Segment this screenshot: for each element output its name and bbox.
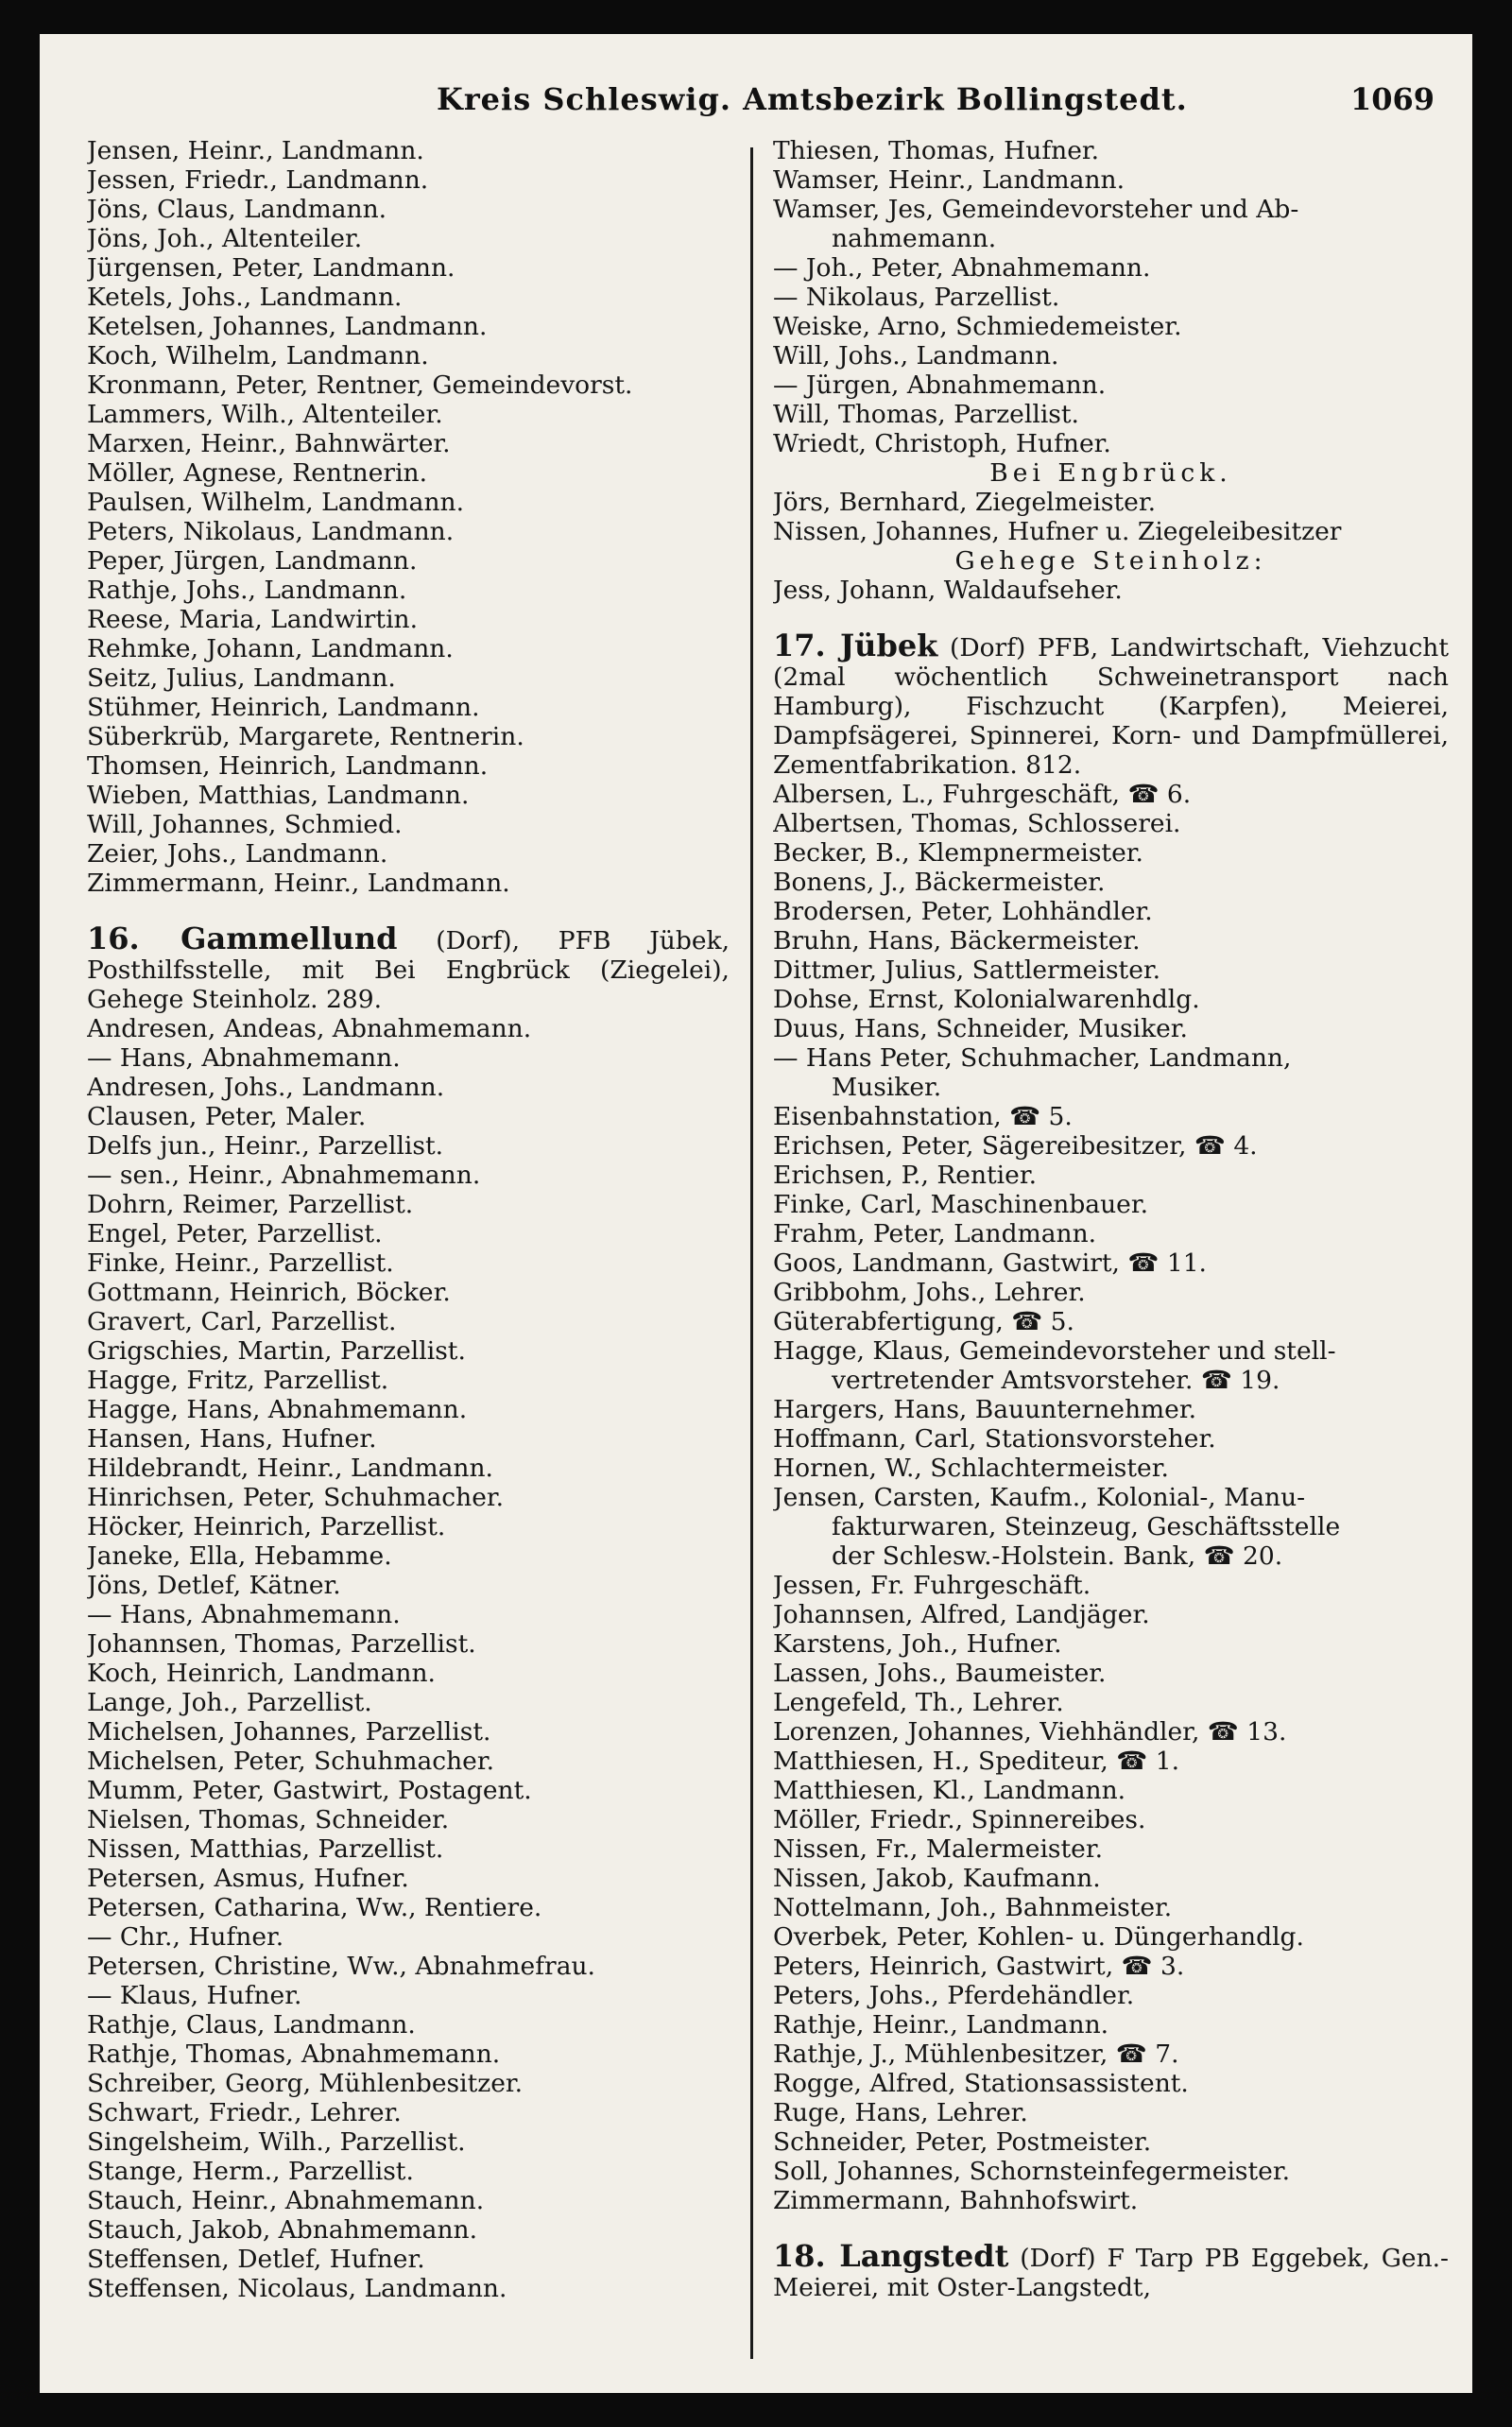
directory-entry: Jürgensen, Peter, Landmann.: [87, 253, 455, 283]
directory-entry: Paulsen, Wilhelm, Landmann.: [87, 488, 465, 517]
sub-locality-heading: Gehege Steinholz:: [954, 546, 1267, 576]
directory-entry: Albersen, L., Fuhrgeschäft, ☎ 6.: [773, 780, 1192, 809]
directory-entry: Stauch, Jakob, Abnahmemann.: [87, 2215, 478, 2245]
directory-entry: Koch, Heinrich, Landmann.: [87, 1659, 436, 1688]
directory-entry: Eisenbahnstation, ☎ 5.: [773, 1102, 1073, 1131]
directory-entry: Dittmer, Julius, Sattlermeister.: [773, 955, 1161, 985]
directory-entry: Zimmermann, Heinr., Landmann.: [87, 869, 510, 898]
sub-locality-heading: Bei Engbrück.: [989, 458, 1232, 488]
directory-entry: Wamser, Jes, Gemeindevorsteher und Ab-: [773, 195, 1299, 224]
directory-entry: Wriedt, Christoph, Hufner.: [773, 429, 1111, 458]
directory-entry: Rehmke, Johann, Landmann.: [87, 634, 454, 663]
directory-entry: — Klaus, Hufner.: [87, 1981, 302, 2010]
directory-entry: Stühmer, Heinrich, Landmann.: [87, 693, 480, 722]
directory-entry: Rathje, Claus, Landmann.: [87, 2010, 416, 2040]
directory-entry: Petersen, Christine, Ww., Abnahmefrau.: [87, 1952, 595, 1981]
directory-entry: Dohse, Ernst, Kolonialwarenhdlg.: [773, 985, 1200, 1014]
directory-entry: Janeke, Ella, Hebamme.: [87, 1541, 392, 1571]
directory-entry: Stauch, Heinr., Abnahmemann.: [87, 2186, 485, 2215]
directory-entry: Zimmermann, Bahnhofswirt.: [773, 2186, 1139, 2215]
running-title: Kreis Schleswig. Amtsbezirk Bollingstedt.: [437, 81, 1188, 117]
directory-entry: Wamser, Heinr., Landmann.: [773, 165, 1125, 195]
entry-continuation: vertretender Amtsvorsteher. ☎ 19.: [832, 1366, 1280, 1395]
locality-heading: 17. Jübek (Dorf) PFB, Landwirtschaft, Viehzucht (2mal wöchentlich Schweinetransport nach Hamburg), Fischzucht (Karpfen), Meierei, Dampfsägerei, Spinnerei, Korn- und Dampfmüllerei, Zementfabrikation. 812.: [773, 628, 1449, 780]
directory-entry: Bonens, J., Bäckermeister.: [773, 868, 1106, 897]
directory-entry: Hagge, Hans, Abnahmemann.: [87, 1395, 468, 1424]
directory-entry: Becker, B., Klempnermeister.: [773, 838, 1143, 868]
directory-entry: Thomsen, Heinrich, Landmann.: [87, 751, 489, 781]
directory-entry: Johannsen, Alfred, Landjäger.: [773, 1600, 1150, 1629]
directory-entry: Zeier, Johs., Landmann.: [87, 839, 388, 869]
directory-entry: Lammers, Wilh., Altenteiler.: [87, 400, 443, 429]
directory-entry: Jöns, Detlef, Kätner.: [87, 1571, 341, 1600]
directory-entry: Goos, Landmann, Gastwirt, ☎ 11.: [773, 1248, 1207, 1278]
locality-name: 16. Gammellund: [87, 921, 398, 956]
directory-entry: Jessen, Friedr., Landmann.: [87, 165, 429, 195]
locality-name: 18. Langstedt: [773, 2238, 1009, 2274]
directory-entry: — Nikolaus, Parzellist.: [773, 283, 1060, 312]
directory-entry: Reese, Maria, Landwirtin.: [87, 605, 419, 634]
directory-entry: Andresen, Johs., Landmann.: [87, 1073, 445, 1102]
directory-entry: Matthiesen, H., Spediteur, ☎ 1.: [773, 1747, 1179, 1776]
directory-entry: Steffensen, Nicolaus, Landmann.: [87, 2274, 507, 2303]
directory-entry: Jensen, Heinr., Landmann.: [87, 136, 424, 165]
directory-entry: Grigschies, Martin, Parzellist.: [87, 1336, 466, 1366]
directory-entry: Süberkrüb, Margarete, Rentnerin.: [87, 722, 524, 751]
directory-entry: Gottmann, Heinrich, Böcker.: [87, 1278, 451, 1307]
directory-entry: Finke, Heinr., Parzellist.: [87, 1248, 394, 1278]
directory-entry: Frahm, Peter, Landmann.: [773, 1219, 1097, 1248]
locality-heading: 18. Langstedt (Dorf) F Tarp PB Eggebek, Gen.-Meierei, mit Oster-Langstedt,: [773, 2238, 1450, 2302]
directory-entry: — Hans, Abnahmemann.: [87, 1043, 401, 1073]
directory-entry: Gravert, Carl, Parzellist.: [87, 1307, 397, 1336]
directory-entry: Will, Thomas, Parzellist.: [773, 400, 1079, 429]
directory-entry: Lassen, Johs., Baumeister.: [773, 1659, 1107, 1688]
directory-entry: Ketels, Johs., Landmann.: [87, 283, 403, 312]
page-header: [40, 79, 1472, 136]
directory-entry: Bruhn, Hans, Bäckermeister.: [773, 926, 1141, 955]
right-column: [773, 136, 1449, 2302]
directory-entry: Rathje, Heinr., Landmann.: [773, 2010, 1109, 2040]
directory-entry: Ketelsen, Johannes, Landmann.: [87, 312, 488, 341]
directory-entry: Nottelmann, Joh., Bahnmeister.: [773, 1893, 1173, 1922]
directory-entry: Schneider, Peter, Postmeister.: [773, 2127, 1152, 2157]
directory-entry: Peper, Jürgen, Landmann.: [87, 546, 418, 576]
document-page: [40, 34, 1472, 2393]
directory-entry: Nielsen, Thomas, Schneider.: [87, 1805, 450, 1834]
directory-entry: Steffensen, Detlef, Hufner.: [87, 2245, 425, 2274]
page-number: 1069: [1349, 81, 1435, 117]
directory-entry: Hinrichsen, Peter, Schuhmacher.: [87, 1483, 505, 1512]
directory-entry: Marxen, Heinr., Bahnwärter.: [87, 429, 451, 458]
directory-entry: Johannsen, Thomas, Parzellist.: [87, 1629, 476, 1659]
directory-entry: Rathje, Johs., Landmann.: [87, 576, 407, 605]
directory-entry: — Hans Peter, Schuhmacher, Landmann,: [773, 1043, 1292, 1073]
directory-entry: Erichsen, P., Rentier.: [773, 1161, 1038, 1190]
directory-entry: Weiske, Arno, Schmiedemeister.: [773, 312, 1182, 341]
directory-entry: Albertsen, Thomas, Schlosserei.: [773, 809, 1181, 838]
directory-entry: Jöns, Joh., Altenteiler.: [87, 224, 363, 253]
directory-entry: Karstens, Joh., Hufner.: [773, 1629, 1062, 1659]
entry-continuation: Musiker.: [832, 1073, 942, 1102]
directory-entry: Wieben, Matthias, Landmann.: [87, 781, 470, 810]
column-divider: [750, 147, 753, 2359]
directory-entry: Brodersen, Peter, Lohhändler.: [773, 897, 1153, 926]
directory-entry: Erichsen, Peter, Sägereibesitzer, ☎ 4.: [773, 1131, 1258, 1161]
left-column: [87, 136, 730, 2303]
directory-entry: Gribbohm, Johs., Lehrer.: [773, 1278, 1086, 1307]
directory-entry: Petersen, Asmus, Hufner.: [87, 1864, 409, 1893]
directory-entry: Finke, Carl, Maschinenbauer.: [773, 1190, 1149, 1219]
directory-entry: — Joh., Peter, Abnahmemann.: [773, 253, 1151, 283]
directory-entry: Matthiesen, Kl., Landmann.: [773, 1776, 1126, 1805]
directory-entry: Peters, Nikolaus, Landmann.: [87, 517, 455, 546]
directory-entry: Jess, Johann, Waldaufseher.: [773, 576, 1123, 605]
directory-entry: Nissen, Jakob, Kaufmann.: [773, 1864, 1101, 1893]
directory-entry: Ruge, Hans, Lehrer.: [773, 2098, 1028, 2127]
directory-entry: Clausen, Peter, Maler.: [87, 1102, 367, 1131]
directory-entry: Nissen, Fr., Malermeister.: [773, 1834, 1104, 1864]
directory-entry: Dohrn, Reimer, Parzellist.: [87, 1190, 414, 1219]
directory-entry: Hildebrandt, Heinr., Landmann.: [87, 1454, 493, 1483]
directory-entry: Möller, Friedr., Spinnereibes.: [773, 1805, 1146, 1834]
directory-entry: — sen., Heinr., Abnahmemann.: [87, 1161, 481, 1190]
directory-entry: Duus, Hans, Schneider, Musiker.: [773, 1014, 1188, 1043]
directory-entry: Andresen, Andeas, Abnahmemann.: [87, 1014, 532, 1043]
directory-entry: Nissen, Matthias, Parzellist.: [87, 1834, 444, 1864]
directory-entry: Jessen, Fr. Fuhrgeschäft.: [773, 1571, 1091, 1600]
directory-entry: Jensen, Carsten, Kaufm., Kolonial-, Manu-: [773, 1483, 1306, 1512]
directory-entry: Hargers, Hans, Bauunternehmer.: [773, 1395, 1197, 1424]
directory-entry: Michelsen, Peter, Schuhmacher.: [87, 1747, 495, 1776]
directory-entry: Peters, Heinrich, Gastwirt, ☎ 3.: [773, 1952, 1185, 1981]
directory-entry: — Jürgen, Abnahmemann.: [773, 370, 1107, 400]
directory-entry: Hagge, Fritz, Parzellist.: [87, 1366, 389, 1395]
directory-entry: Möller, Agnese, Rentnerin.: [87, 458, 428, 488]
directory-entry: Güterabfertigung, ☎ 5.: [773, 1307, 1074, 1336]
directory-entry: Kronmann, Peter, Rentner, Gemeindevorst.: [87, 370, 633, 400]
directory-entry: Lorenzen, Johannes, Viehhändler, ☎ 13.: [773, 1717, 1287, 1747]
directory-entry: Schreiber, Georg, Mühlenbesitzer.: [87, 2069, 524, 2098]
directory-entry: Delfs jun., Heinr., Parzellist.: [87, 1131, 444, 1161]
locality-heading: 16. Gammellund (Dorf), PFB Jübek, Posthilfsstelle, mit Bei Engbrück (Ziegelei), Gehege Steinholz. 289.: [87, 921, 730, 1014]
directory-entry: Schwart, Friedr., Lehrer.: [87, 2098, 402, 2127]
directory-entry: Rathje, J., Mühlenbesitzer, ☎ 7.: [773, 2040, 1179, 2069]
directory-entry: — Chr., Hufner.: [87, 1922, 284, 1952]
directory-entry: Mumm, Peter, Gastwirt, Postagent.: [87, 1776, 532, 1805]
directory-entry: Lange, Joh., Parzellist.: [87, 1688, 372, 1717]
directory-entry: Overbek, Peter, Kohlen- u. Düngerhandlg.: [773, 1922, 1304, 1952]
directory-entry: Seitz, Julius, Landmann.: [87, 663, 396, 693]
directory-entry: Michelsen, Johannes, Parzellist.: [87, 1717, 491, 1747]
directory-entry: Hansen, Hans, Hufner.: [87, 1424, 377, 1454]
entry-continuation: fakturwaren, Steinzeug, Geschäftsstelle: [832, 1512, 1341, 1541]
directory-entry: Peters, Johs., Pferdehändler.: [773, 1981, 1135, 2010]
directory-entry: Soll, Johannes, Schornsteinfegermeister.: [773, 2157, 1291, 2186]
directory-entry: Petersen, Catharina, Ww., Rentiere.: [87, 1893, 542, 1922]
directory-entry: Engel, Peter, Parzellist.: [87, 1219, 383, 1248]
directory-entry: Koch, Wilhelm, Landmann.: [87, 341, 429, 370]
directory-entry: Hoffmann, Carl, Stationsvorsteher.: [773, 1424, 1216, 1454]
directory-entry: Nissen, Johannes, Hufner u. Ziegeleibesitzer: [773, 517, 1342, 546]
directory-entry: Jörs, Bernhard, Ziegelmeister.: [773, 488, 1157, 517]
directory-entry: Rogge, Alfred, Stationsassistent.: [773, 2069, 1189, 2098]
directory-entry: Jöns, Claus, Landmann.: [87, 195, 387, 224]
directory-entry: — Hans, Abnahmemann.: [87, 1600, 401, 1629]
locality-name: 17. Jübek: [773, 628, 938, 663]
directory-entry: Hornen, W., Schlachtermeister.: [773, 1454, 1169, 1483]
entry-continuation: der Schlesw.-Holstein. Bank, ☎ 20.: [832, 1541, 1283, 1571]
directory-entry: Lengefeld, Th., Lehrer.: [773, 1688, 1064, 1717]
directory-entry: Will, Johannes, Schmied.: [87, 810, 403, 839]
directory-entry: Hagge, Klaus, Gemeindevorsteher und stell-: [773, 1336, 1336, 1366]
directory-entry: Rathje, Thomas, Abnahmemann.: [87, 2040, 501, 2069]
directory-entry: Singelsheim, Wilh., Parzellist.: [87, 2127, 466, 2157]
directory-entry: Thiesen, Thomas, Hufner.: [773, 136, 1100, 165]
directory-entry: Will, Johs., Landmann.: [773, 341, 1059, 370]
directory-entry: Stange, Herm., Parzellist.: [87, 2157, 414, 2186]
entry-continuation: nahmemann.: [832, 224, 997, 253]
directory-entry: Höcker, Heinrich, Parzellist.: [87, 1512, 446, 1541]
